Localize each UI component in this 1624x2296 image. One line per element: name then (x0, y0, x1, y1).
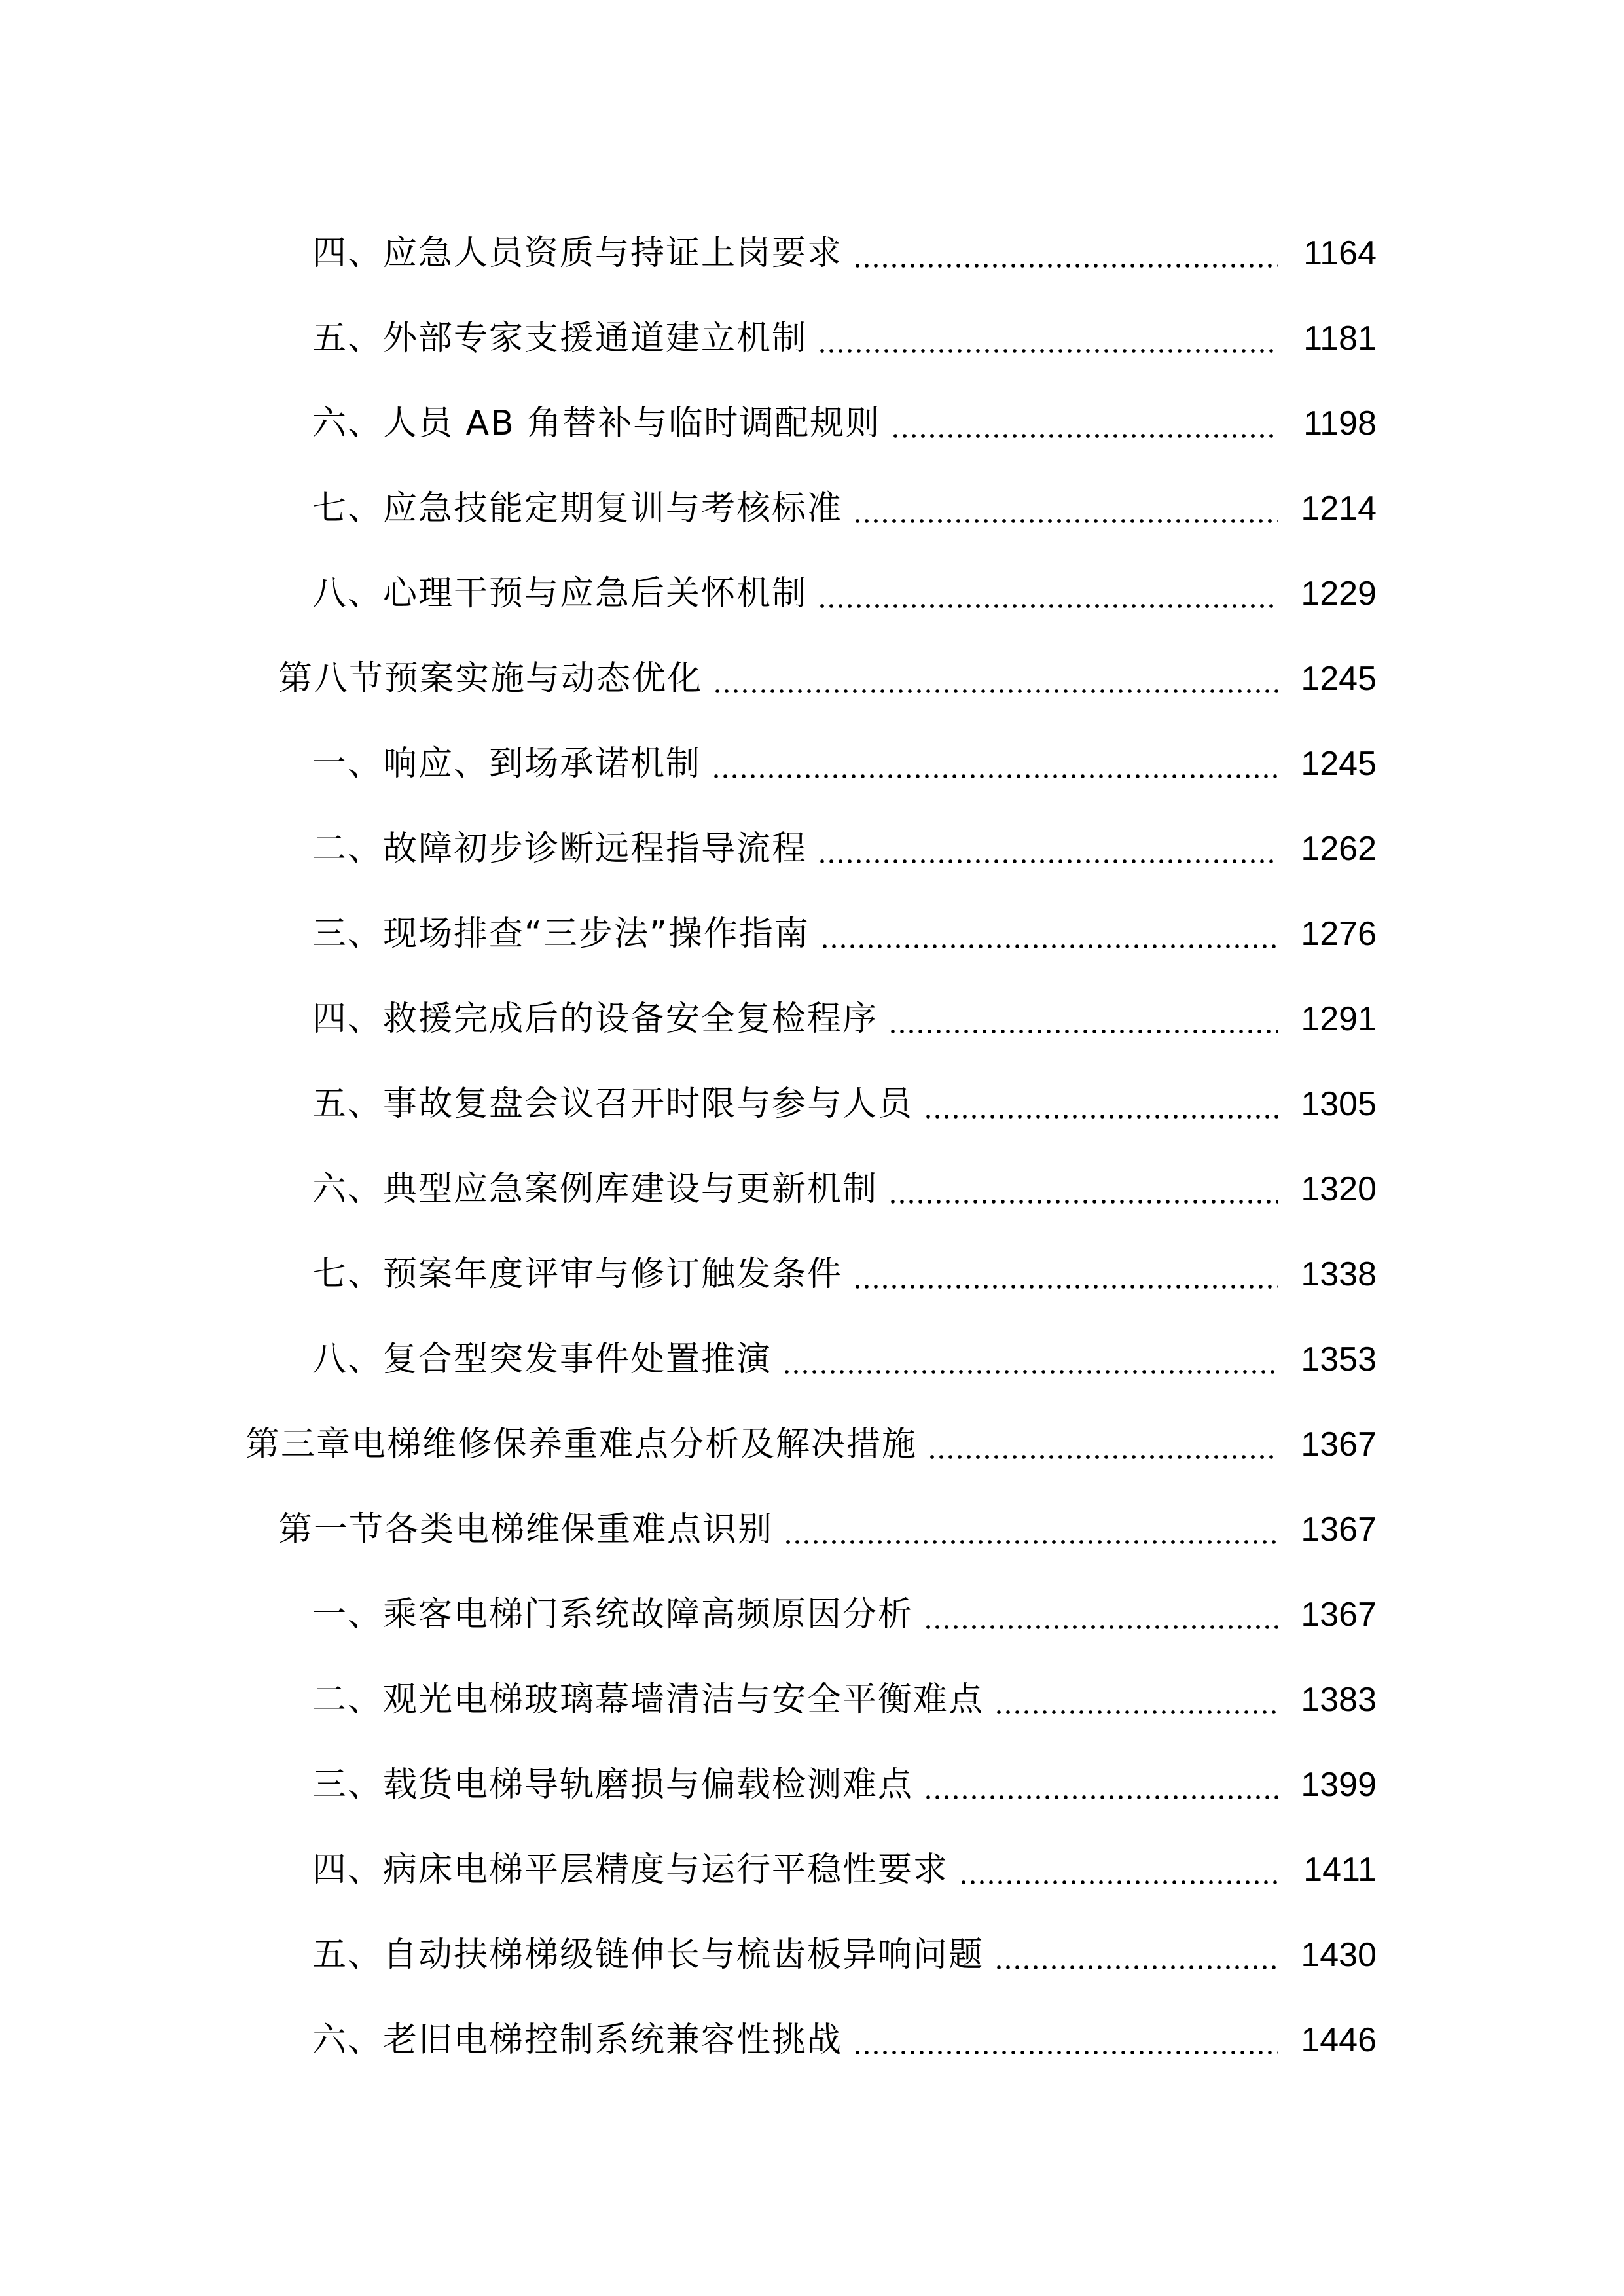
toc-dot-leader (820, 914, 1278, 954)
toc-entry-title: 第八节预案实施与动态优化 (278, 659, 703, 698)
toc-entry[interactable] (0, 1062, 1624, 1147)
toc-dot-leader (713, 659, 1278, 698)
toc-entry[interactable] (0, 1998, 1624, 2083)
toc-entry-title: 二、故障初步诊断远程指导流程 (312, 829, 808, 869)
toc-entry-page: 1338 (1301, 1255, 1377, 1293)
toc-entry-page: 1276 (1301, 915, 1377, 953)
toc-entry[interactable] (0, 466, 1624, 551)
toc-entry-title: 五、外部专家支援通道建立机制 (312, 319, 808, 358)
toc-entry-page: 1262 (1301, 830, 1377, 868)
toc-dot-leader (712, 744, 1278, 783)
toc-entry-page: 1245 (1301, 745, 1377, 783)
toc-entry-title: 第三章电梯维修保养重难点分析及解决措施 (245, 1425, 918, 1464)
toc-entry-title: 七、预案年度评审与修订触发条件 (312, 1255, 843, 1294)
toc-entry-page: 1353 (1301, 1340, 1377, 1378)
toc-dot-leader (959, 1850, 1278, 1890)
toc-entry-section[interactable] (0, 1487, 1624, 1572)
toc-entry[interactable] (0, 721, 1624, 806)
toc-entry-page: 1367 (1301, 1596, 1377, 1634)
toc-entry[interactable] (0, 211, 1624, 296)
toc-dot-leader (924, 1085, 1278, 1124)
toc-entry[interactable] (0, 977, 1624, 1062)
toc-entry-title: 三、现场排查“三步法”操作指南 (312, 914, 810, 954)
toc-entry-page: 1245 (1301, 660, 1377, 698)
toc-dot-leader (928, 1425, 1278, 1464)
toc-entry[interactable] (0, 891, 1624, 977)
toc-entry-title: 二、观光电梯玻璃幕墙清洁与安全平衡难点 (312, 1680, 984, 1719)
table-of-contents (0, 211, 1624, 2083)
toc-dot-leader (853, 489, 1278, 528)
toc-entry-title: 五、自动扶梯梯级链伸长与梳齿板异响问题 (312, 1935, 984, 1975)
toc-entry[interactable] (0, 1572, 1624, 1657)
toc-entry[interactable] (0, 1657, 1624, 1742)
toc-dot-leader (994, 1935, 1278, 1975)
toc-entry-title: 六、老旧电梯控制系统兼容性挑战 (312, 2020, 843, 2060)
toc-entry-title: 八、复合型突发事件处置推演 (312, 1340, 772, 1379)
toc-entry-page: 1164 (1303, 234, 1377, 272)
toc-entry[interactable] (0, 1147, 1624, 1232)
toc-dot-leader (924, 1595, 1278, 1634)
toc-dot-leader (853, 2020, 1278, 2060)
toc-entry-title: 四、病床电梯平层精度与运行平稳性要求 (312, 1850, 949, 1890)
toc-entry-title: 四、应急人员资质与持证上岗要求 (312, 234, 843, 273)
toc-dot-leader (818, 829, 1278, 869)
toc-entry[interactable] (0, 1912, 1624, 1998)
toc-entry-title: 五、事故复盘会议召开时限与参与人员 (312, 1085, 914, 1124)
toc-dot-leader (782, 1340, 1278, 1379)
toc-entry-title: 第一节各类电梯维保重难点识别 (278, 1510, 774, 1549)
toc-entry[interactable] (0, 296, 1624, 381)
toc-entry[interactable] (0, 1317, 1624, 1402)
toc-dot-leader (994, 1680, 1278, 1719)
toc-entry-title: 一、乘客电梯门系统故障高频原因分析 (312, 1595, 914, 1634)
toc-dot-leader (784, 1510, 1278, 1549)
toc-entry-title: 三、载货电梯导轨磨损与偏载检测难点 (312, 1765, 914, 1804)
toc-entry-title: 六、典型应急案例库建设与更新机制 (312, 1170, 878, 1209)
toc-entry-page: 1367 (1301, 1511, 1377, 1549)
toc-entry-page: 1305 (1301, 1085, 1377, 1123)
toc-entry-chapter[interactable] (0, 1402, 1624, 1487)
toc-entry-page: 1291 (1301, 1000, 1377, 1038)
toc-entry-page: 1214 (1301, 490, 1377, 528)
toc-dot-leader (924, 1765, 1278, 1804)
toc-entry-page: 1411 (1303, 1851, 1377, 1889)
toc-dot-leader (818, 574, 1278, 613)
toc-entry[interactable] (0, 381, 1624, 466)
toc-entry-page: 1446 (1301, 2021, 1377, 2059)
toc-entry[interactable] (0, 1827, 1624, 1912)
toc-entry-page: 1181 (1303, 319, 1377, 357)
toc-entry-title: 四、救援完成后的设备安全复检程序 (312, 999, 878, 1039)
toc-dot-leader (818, 319, 1278, 358)
toc-entry-section[interactable] (0, 636, 1624, 721)
toc-entry[interactable] (0, 1232, 1624, 1317)
toc-entry[interactable] (0, 806, 1624, 891)
toc-entry-page: 1367 (1301, 1426, 1377, 1463)
toc-entry[interactable] (0, 551, 1624, 636)
toc-dot-leader (888, 999, 1278, 1039)
toc-entry-page: 1383 (1301, 1681, 1377, 1719)
toc-dot-leader (888, 1170, 1278, 1209)
toc-dot-leader (853, 234, 1278, 273)
toc-entry-title: 六、人员 AB 角替补与临时调配规则 (312, 404, 881, 443)
toc-entry[interactable] (0, 1742, 1624, 1827)
toc-entry-title: 七、应急技能定期复训与考核标准 (312, 489, 843, 528)
toc-entry-title: 一、响应、到场承诺机制 (312, 744, 702, 783)
toc-entry-page: 1399 (1301, 1766, 1377, 1804)
toc-entry-page: 1229 (1301, 575, 1377, 613)
toc-entry-title: 八、心理干预与应急后关怀机制 (312, 574, 808, 613)
toc-entry-page: 1320 (1301, 1170, 1377, 1208)
toc-entry-page: 1198 (1303, 404, 1377, 442)
toc-dot-leader (891, 404, 1278, 443)
toc-dot-leader (853, 1255, 1278, 1294)
toc-entry-page: 1430 (1301, 1936, 1377, 1974)
